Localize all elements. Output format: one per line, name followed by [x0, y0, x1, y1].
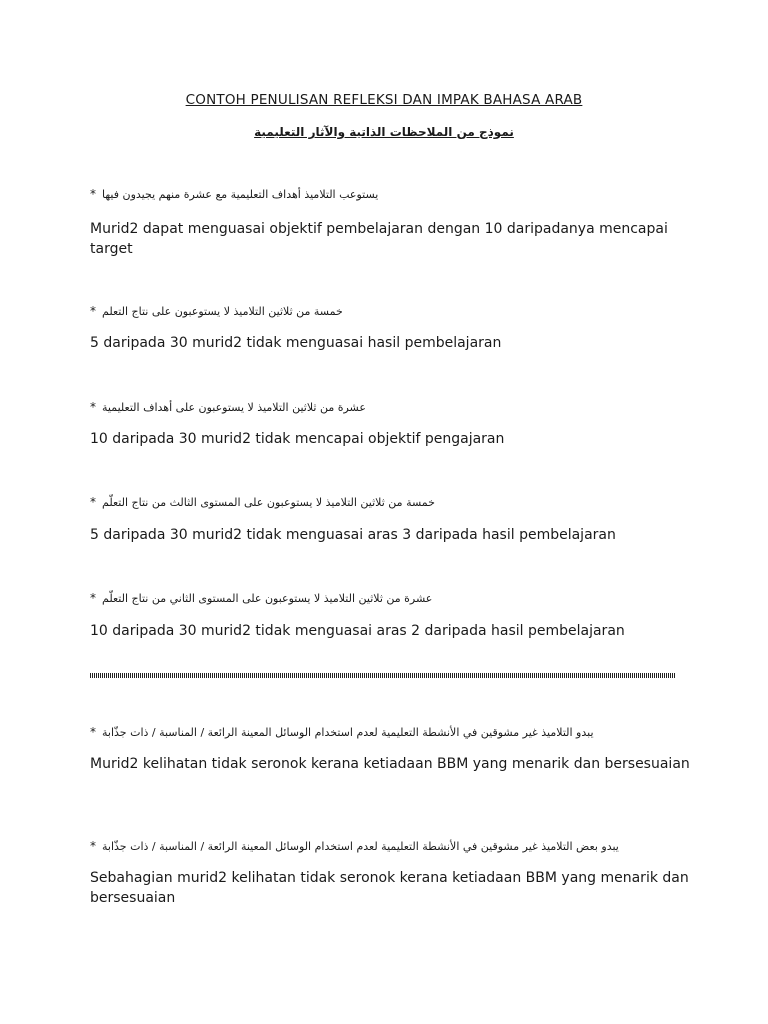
- bullet-asterisk: *: [90, 187, 96, 201]
- malay-translation: 10 daripada 30 murid2 tidak mencapai objektif pengajaran: [90, 431, 505, 447]
- bullet-asterisk: *: [90, 495, 96, 509]
- arabic-text: خمسة من ثلاثين التلاميذ لا يستوعبون على نتاج التعلم: [102, 304, 343, 318]
- malay-translation: 5 daripada 30 murid2 tidak menguasai aras 3 daripada hasil pembelajaran: [90, 527, 616, 543]
- arabic-statement: [90, 837, 619, 855]
- arabic-text: خمسة من ثلاثين التلاميذ لا يستوعبون على المستوى الثالث من نتاج التعلّم: [102, 495, 435, 509]
- bullet-asterisk: *: [90, 400, 96, 414]
- bullet-asterisk: *: [90, 304, 96, 318]
- arabic-statement: [90, 589, 432, 607]
- malay-translation: Murid2 kelihatan tidak seronok kerana ketiadaan BBM yang menarik dan bersesuaian: [90, 756, 690, 772]
- arabic-statement: [90, 493, 435, 511]
- malay-translation: Sebahagian murid2 kelihatan tidak seronok kerana ketiadaan BBM yang menarik dan bersesuaian: [90, 870, 689, 906]
- arabic-statement: [90, 302, 343, 320]
- arabic-statement: [90, 185, 378, 203]
- horizontal-separator: [90, 673, 676, 678]
- arabic-text: يبدو بعض التلاميذ غير مشوقين في الأنشطة التعليمية لعدم استخدام الوسائل المعينة الرائعة / المناسبة / ذات جذّابة: [102, 839, 619, 853]
- bullet-asterisk: *: [90, 839, 96, 853]
- arabic-text: يستوعب التلاميذ أهداف التعليمية مع عشرة منهم يجيدون فيها: [102, 187, 379, 201]
- bullet-asterisk: *: [90, 725, 96, 739]
- malay-translation: 10 daripada 30 murid2 tidak menguasai aras 2 daripada hasil pembelajaran: [90, 623, 625, 639]
- arabic-statement: [90, 398, 366, 416]
- arabic-statement: [90, 723, 594, 741]
- malay-translation: 5 daripada 30 murid2 tidak menguasai hasil pembelajaran: [90, 335, 502, 351]
- bullet-asterisk: *: [90, 591, 96, 605]
- arabic-text: عشرة من ثلاثين التلاميذ لا يستوعبون على المستوى الثاني من نتاج التعلّم: [102, 591, 433, 605]
- arabic-text: يبدو التلاميذ غير مشوقين في الأنشطة التعليمية لعدم استخدام الوسائل المعينة الرائعة / المناسبة / ذات جذّابة: [102, 725, 594, 739]
- document-title: CONTOH PENULISAN REFLEKSI DAN IMPAK BAHASA ARAB: [185, 92, 583, 108]
- malay-translation: Murid2 dapat menguasai objektif pembelajaran dengan 10 daripadanya mencapai target: [90, 221, 668, 257]
- document-subtitle-arabic: نموذج من الملاحظات الذاتية والآثار التعليمية: [254, 125, 514, 139]
- arabic-text: عشرة من ثلاثين التلاميذ لا يستوعبون على أهداف التعليمية: [102, 400, 366, 414]
